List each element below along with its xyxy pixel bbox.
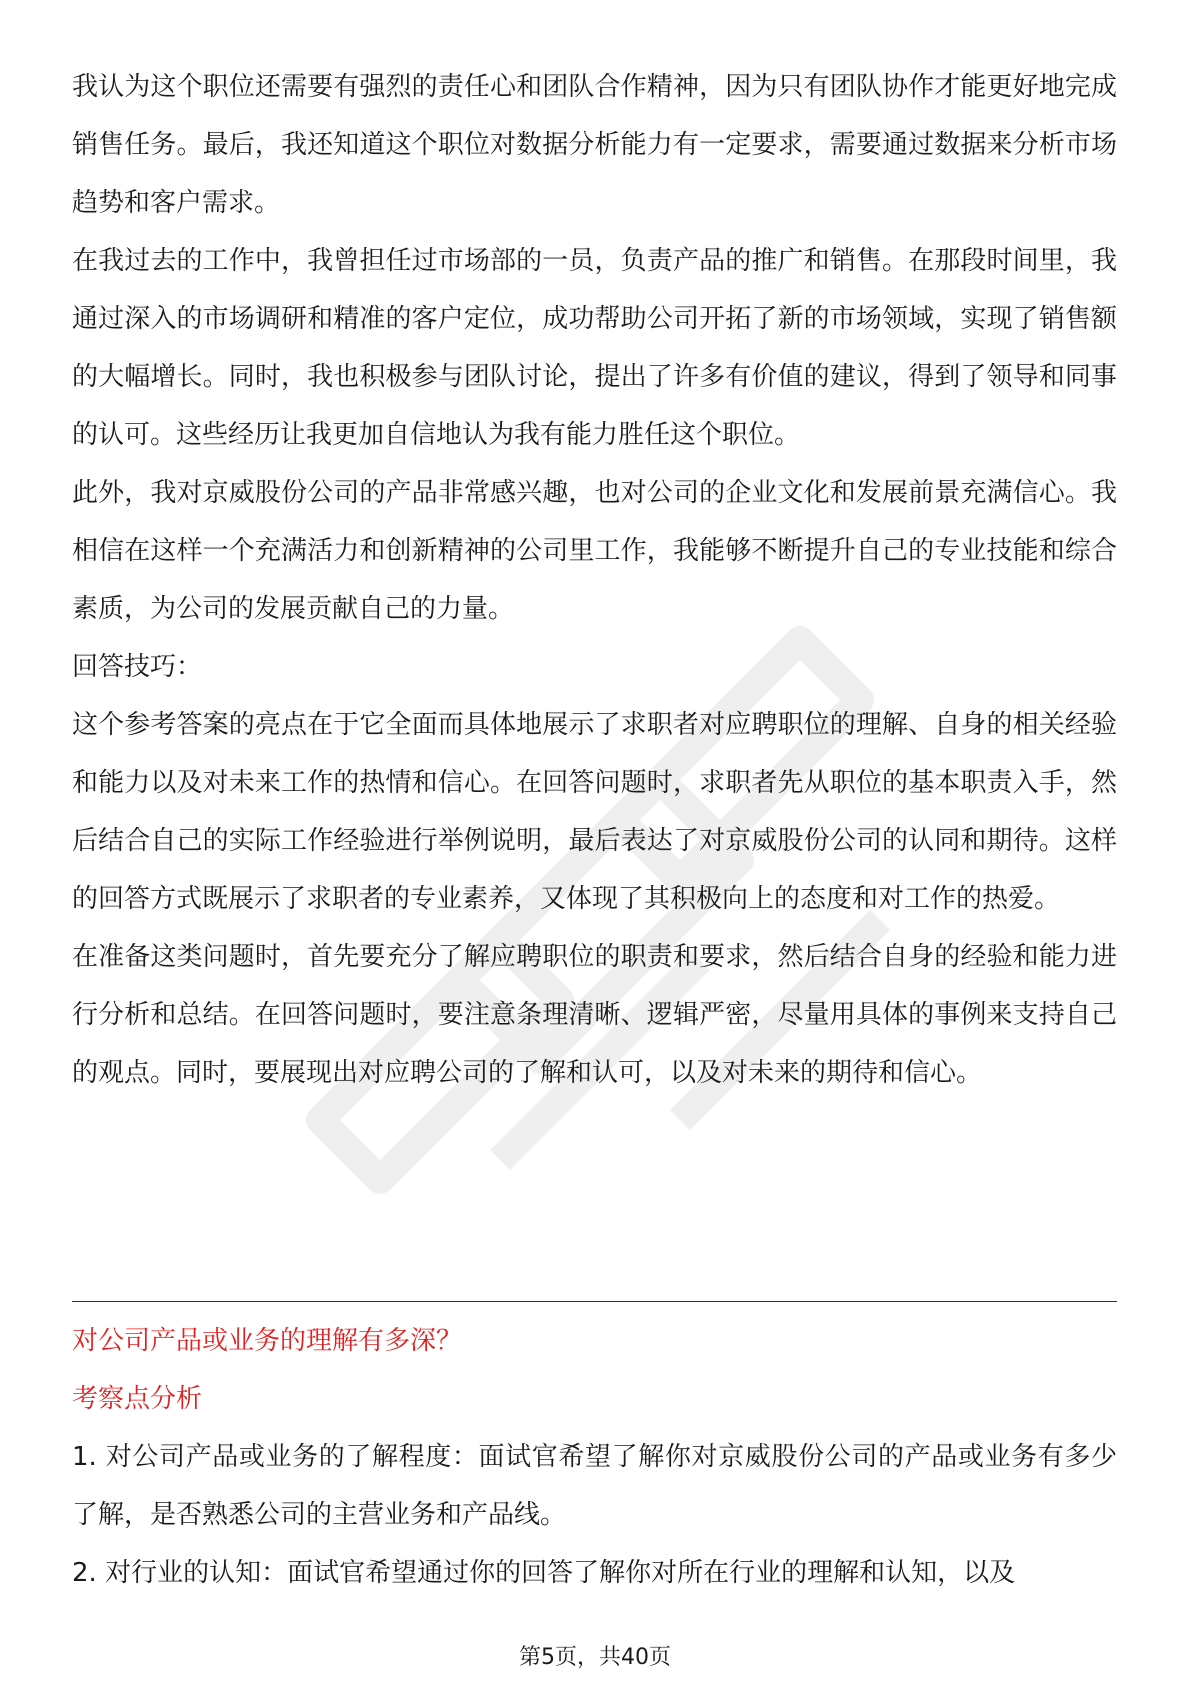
paragraph: 我认为这个职位还需要有强烈的责任心和团队合作精神，因为只有团队协作才能更好地完成销售任务。最后，我还知道这个职位对数据分析能力有一定要求，需要通过数据来分析市场趋势和客户需求。 <box>72 72 1117 218</box>
question-heading: 对公司产品或业务的理解有多深？ <box>72 1326 463 1356</box>
answer-tips-label: 回答技巧： <box>72 652 203 682</box>
paragraph: 此外，我对京威股份公司的产品非常感兴趣，也对公司的企业文化和发展前景充满信心。我相信在这样一个充满活力和创新精神的公司里工作，我能够不断提升自己的专业技能和综合素质，为公司的发展贡献自己的力量。 <box>72 478 1117 624</box>
analysis-heading: 考察点分析 <box>72 1384 203 1414</box>
list-item: 1. 对公司产品或业务的了解程度：面试官希望了解你对京威股份公司的产品或业务有多少了解，是否熟悉公司的主营业务和产品线。 <box>72 1442 1117 1530</box>
paragraph: 这个参考答案的亮点在于它全面而具体地展示了求职者对应聘职位的理解、自身的相关经验和能力以及对未来工作的热情和信心。在回答问题时，求职者先从职位的基本职责入手，然后结合自己的实际工作经验进行举例说明，最后表达了对京威股份公司的认同和期待。这样的回答方式既展示了求职者的专业素养，又体现了其积极向上的态度和对工作的热爱。 <box>72 710 1117 914</box>
paragraph: 在我过去的工作中，我曾担任过市场部的一员，负责产品的推广和销售。在那段时间里，我通过深入的市场调研和精准的客户定位，成功帮助公司开拓了新的市场领域，实现了销售额的大幅增长。同时，我也积极参与团队讨论，提出了许多有价值的建议，得到了领导和同事的认可。这些经历让我更加自信地认为我有能力胜任这个职位。 <box>72 246 1117 450</box>
list-item: 2. 对行业的认知：面试官希望通过你的回答了解你对所在行业的理解和认知，以及 <box>72 1558 1016 1588</box>
question-section <box>72 1312 1117 1602</box>
page-number: 第5页，共40页 <box>519 1645 671 1670</box>
paragraph: 在准备这类问题时，首先要充分了解应聘职位的职责和要求，然后结合自身的经验和能力进行分析和总结。在回答问题时，要注意条理清晰、逻辑严密，尽量用具体的事例来支持自己的观点。同时，要展现出对应聘公司的了解和认可，以及对未来的期待和信心。 <box>72 942 1117 1088</box>
section-divider <box>72 1301 1117 1302</box>
body-text <box>72 58 1117 1102</box>
